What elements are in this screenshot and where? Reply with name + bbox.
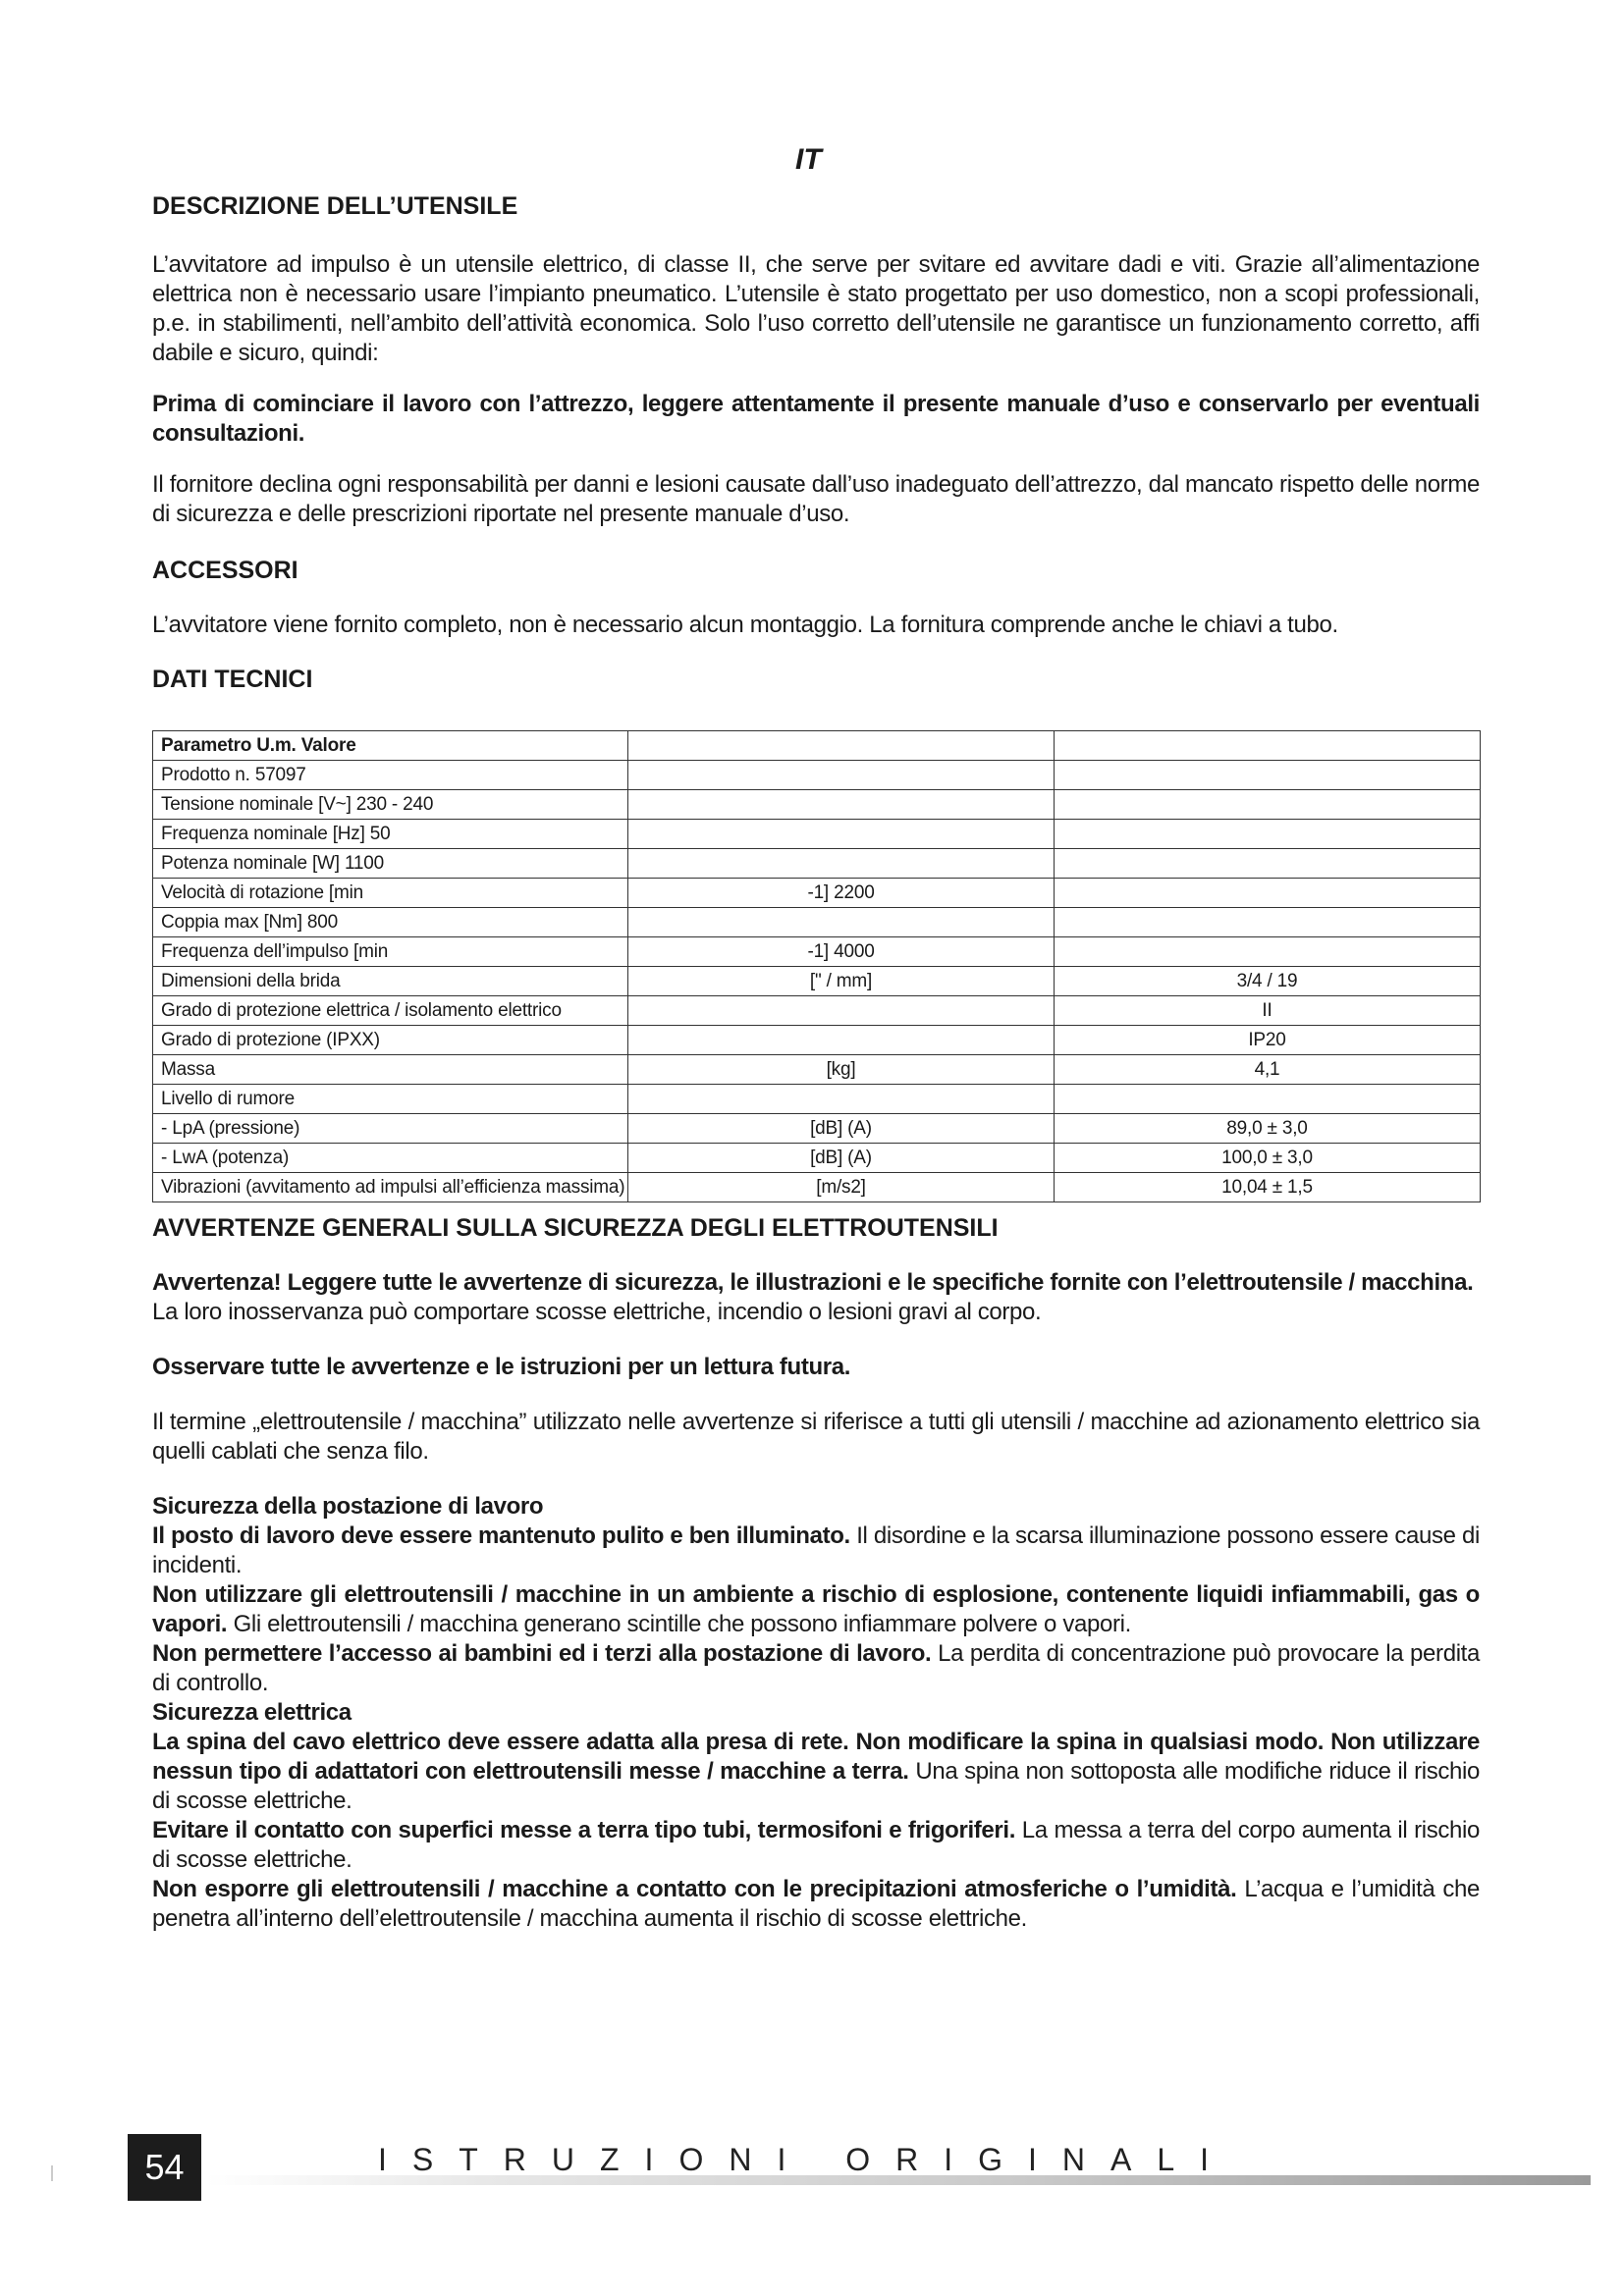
table-row: [153, 1055, 1481, 1085]
table-cell: Livello di rumore: [153, 1085, 628, 1114]
table-cell: Vibrazioni (avvitamento ad impulsi all’efficienza massima): [153, 1173, 628, 1202]
subheading-electrical: Sicurezza elettrica: [152, 1699, 352, 1726]
table-cell: [1055, 731, 1481, 761]
table-row: [153, 1173, 1481, 1202]
table-row: [153, 1085, 1481, 1114]
table-cell: [628, 908, 1055, 937]
observe-warnings: Osservare tutte le avvertenze e le istruzioni per un lettura futura.: [152, 1354, 851, 1380]
item-rest: L’acqua e l’umidità che penetra all’interno dell’elettroutensile / macchina aumenta il rischio di scosse elettriche.: [152, 1876, 1480, 1932]
table-cell: Grado di protezione (IPXX): [153, 1026, 628, 1055]
safety-item-5: [152, 1816, 1480, 1875]
safety-item-1: [152, 1522, 1480, 1580]
table-cell: [628, 820, 1055, 849]
table-cell: [1055, 1085, 1481, 1114]
table-cell: [628, 996, 1055, 1026]
page-number: 54: [128, 2134, 201, 2201]
table-row: [153, 849, 1481, 879]
item-rest: Gli elettroutensili / macchina generano scintille che possono infiammare polvere o vapori.: [233, 1611, 1131, 1637]
footer-title: ISTRUZIONI ORIGINALI: [378, 2142, 1235, 2177]
item-rest: La perdita di concentrazione può provocare la perdita di controllo.: [152, 1640, 1480, 1696]
section-title-technical-data: DATI TECNICI: [152, 666, 313, 693]
table-cell: Coppia max [Nm] 800: [153, 908, 628, 937]
item-rest: Il disordine e la scarsa illuminazione possono essere cause di incidenti.: [152, 1522, 1480, 1578]
table-cell: Prodotto n. 57097: [153, 761, 628, 790]
table-cell: Massa: [153, 1055, 628, 1085]
table-cell: 10,04 ± 1,5: [1055, 1173, 1481, 1202]
liability-paragraph: Il fornitore declina ogni responsabilità per danni e lesioni causate dall’uso inadeguato dell’attrezzo, dal mancato rispetto delle norme di sicurezza e delle prescrizioni riportate nel presente manuale d’uso.: [152, 471, 1480, 527]
table-cell: [628, 731, 1055, 761]
table-cell: 3/4 / 19: [1055, 967, 1481, 996]
table-cell: -1] 4000: [628, 937, 1055, 967]
table-cell: [1055, 820, 1481, 849]
table-cell: [1055, 908, 1481, 937]
item-bold: Il posto di lavoro deve essere mantenuto pulito e ben illuminato.: [152, 1522, 850, 1549]
table-cell: [1055, 879, 1481, 908]
table-cell: Tensione nominale [V~] 230 - 240: [153, 790, 628, 820]
table-cell: [1055, 937, 1481, 967]
safety-item-2: [152, 1580, 1480, 1639]
item-rest: Una spina non sottoposta alle modifiche riduce il rischio di scosse elettriche.: [152, 1758, 1480, 1814]
table-cell: 89,0 ± 3,0: [1055, 1114, 1481, 1144]
safety-item-4: [152, 1728, 1480, 1816]
table-cell: 100,0 ± 3,0: [1055, 1144, 1481, 1173]
table-row: [153, 937, 1481, 967]
table-cell: Potenza nominale [W] 1100: [153, 849, 628, 879]
section-title-accessories: ACCESSORI: [152, 557, 298, 584]
section-title-safety: AVVERTENZE GENERALI SULLA SICUREZZA DEGLI ELETTROUTENSILI: [152, 1214, 999, 1242]
item-bold: Non permettere l’accesso ai bambini ed i terzi alla postazione di lavoro.: [152, 1640, 932, 1667]
table-cell: [dB] (A): [628, 1144, 1055, 1173]
technical-data-table: [152, 730, 1481, 1202]
document-body: [152, 192, 1480, 1934]
warning-bold: Avvertenza! Leggere tutte le avvertenze di sicurezza, le illustrazioni e le specifiche fornite con l’elettroutensile / macchina.: [152, 1269, 1474, 1296]
table-row: [153, 731, 1481, 761]
warning-paragraph: [152, 1268, 1480, 1327]
table-row: [153, 1144, 1481, 1173]
accessories-paragraph: L’avvitatore viene fornito completo, non è necessario alcun montaggio. La fornitura comprende anche le chiavi a tubo.: [152, 612, 1338, 638]
table-row: [153, 996, 1481, 1026]
table-row: [153, 908, 1481, 937]
table-cell: [1055, 849, 1481, 879]
edge-mark: [51, 2165, 53, 2181]
table-cell: [1055, 761, 1481, 790]
table-row: [153, 1114, 1481, 1144]
item-bold: La spina del cavo elettrico deve essere adatta alla presa di rete. Non modificare la spina in qualsiasi modo. Non utilizzare nessun tipo di adattatori con elettroutensili messe / macchine a terra.: [152, 1729, 1480, 1785]
warning-rest: La loro inosservanza può comportare scosse elettriche, incendio o lesioni gravi al corpo.: [152, 1299, 1042, 1325]
table-cell: [kg]: [628, 1055, 1055, 1085]
table-cell: Grado di protezione elettrica / isolamento elettrico: [153, 996, 628, 1026]
table-cell: [dB] (A): [628, 1114, 1055, 1144]
table-cell: [628, 1026, 1055, 1055]
subheading-workplace: Sicurezza della postazione di lavoro: [152, 1493, 544, 1520]
description-paragraph: L’avvitatore ad impulso è un utensile elettrico, di classe II, che serve per svitare ed avvitare dadi e viti. Grazie all’alimentazione elettrica non è necessario usare l’impianto pneumatico. L’utensile è stato progettato per uso domestico, non a scopi professionali, p.e. in stabilimenti, nell’ambito dell’attività economica. Solo l’uso corretto dell’utensile ne garantisce un funzionamento corretto, affi dabile e sicuro, quindi:: [152, 251, 1480, 366]
table-cell: Frequenza dell’impulso [min: [153, 937, 628, 967]
table-cell: [m/s2]: [628, 1173, 1055, 1202]
table-row: [153, 1026, 1481, 1055]
table-cell: Parametro U.m. Valore: [153, 731, 628, 761]
table-cell: [628, 790, 1055, 820]
table-cell: [628, 849, 1055, 879]
item-rest: La messa a terra del corpo aumenta il rischio di scosse elettriche.: [152, 1817, 1480, 1873]
table-row: [153, 967, 1481, 996]
table-cell: - LpA (pressione): [153, 1114, 628, 1144]
table-cell: - LwA (potenza): [153, 1144, 628, 1173]
table-cell: [1055, 790, 1481, 820]
table-cell: IP20: [1055, 1026, 1481, 1055]
table-row: [153, 879, 1481, 908]
safety-item-3: [152, 1639, 1480, 1698]
table-cell: [628, 1085, 1055, 1114]
table-cell: II: [1055, 996, 1481, 1026]
table-row: [153, 820, 1481, 849]
table-cell: [" / mm]: [628, 967, 1055, 996]
table-cell: Velocità di rotazione [min: [153, 879, 628, 908]
read-manual-notice: Prima di cominciare il lavoro con l’attrezzo, leggere attentamente il presente manuale d’uso e conservarlo per eventuali consultazioni.: [152, 391, 1480, 447]
term-definition: Il termine „elettroutensile / macchina” utilizzato nelle avvertenze si riferisce a tutti gli utensili / macchine ad azionamento elettrico sia quelli cablati che senza filo.: [152, 1409, 1480, 1465]
table-cell: 4,1: [1055, 1055, 1481, 1085]
table-cell: -1] 2200: [628, 879, 1055, 908]
safety-item-6: [152, 1875, 1480, 1934]
language-code: IT: [795, 143, 822, 176]
table-row: [153, 761, 1481, 790]
table-cell: [628, 761, 1055, 790]
item-bold: Non esporre gli elettroutensili / macchine a contatto con le precipitazioni atmosferiche o l’umidità.: [152, 1876, 1237, 1902]
item-bold: Evitare il contatto con superfici messe a terra tipo tubi, termosifoni e frigoriferi.: [152, 1817, 1016, 1843]
section-title-description: DESCRIZIONE DELL’UTENSILE: [152, 192, 518, 220]
table-row: [153, 790, 1481, 820]
item-bold: Non utilizzare gli elettroutensili / macchine in un ambiente a rischio di esplosione, contenente liquidi infiammabili, gas o vapori.: [152, 1581, 1480, 1637]
table-cell: Frequenza nominale [Hz] 50: [153, 820, 628, 849]
table-cell: Dimensioni della brida: [153, 967, 628, 996]
